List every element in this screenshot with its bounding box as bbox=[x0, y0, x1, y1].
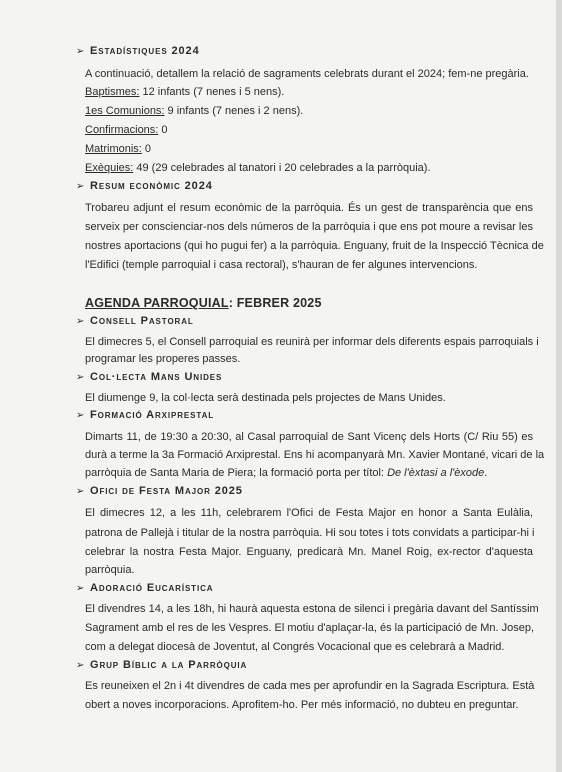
consell-line: programar les properes passes. bbox=[85, 353, 241, 365]
estadistiques-intro: A continuació, detallem la relació de sagraments celebrats durant el 2024; fem-ne pregària. bbox=[85, 68, 529, 80]
collecta-line: El diumenge 9, la col·lecta serà destinada pels projectes de Mans Unides. bbox=[85, 392, 446, 404]
heading-formacio: ➢ Formació Arxiprestal bbox=[76, 409, 215, 421]
page-edge bbox=[556, 0, 562, 772]
bullet-arrow-icon: ➢ bbox=[76, 410, 85, 421]
adoracio-line: com a delegat diocesà de Joventut, al Congrés Vocacional que es celebrarà a Madrid. bbox=[85, 641, 505, 653]
formacio-title: De l'èxtasi a l'èxode bbox=[387, 467, 485, 479]
heading-grup-biblic: ➢ Grup Bíblic a la Parròquia bbox=[76, 659, 248, 671]
stat-matrimonis: Matrimonis: 0 bbox=[85, 143, 152, 155]
resum-line: Trobareu adjunt el resum econòmic de la parròquia. És un gest de transparència que ens bbox=[85, 202, 533, 214]
grup-line: obert a noves incorporacions. Aprofitem-ho. Per més informació, no dubteu en preguntar. bbox=[85, 699, 519, 711]
heading-adoracio: ➢ Adoració Eucarística bbox=[76, 582, 214, 594]
heading-consell-pastoral: ➢ Consell Pastoral bbox=[76, 315, 194, 327]
heading-estadistiques: ➢ Estadístiques 2024 bbox=[76, 45, 200, 57]
bullet-arrow-icon: ➢ bbox=[76, 372, 85, 383]
bullet-arrow-icon: ➢ bbox=[76, 46, 85, 57]
resum-line: l'Edifici (temple parroquial i casa rectoral), s'hauran de fer algunes intervencions. bbox=[85, 259, 478, 271]
resum-line: nostres aportacions (qui ho pugui fer) a la parròquia. Enguany, fruit de la Inspecció Tècnica de bbox=[85, 240, 544, 252]
bullet-arrow-icon: ➢ bbox=[76, 486, 85, 497]
consell-line: El dimecres 5, el Consell parroquial es reunirà per informar dels diferents espais parroquials i bbox=[85, 336, 539, 348]
bullet-arrow-icon: ➢ bbox=[76, 316, 85, 327]
formacio-line: durà a terme la 3a Formació Arxiprestal. Ens hi acompanyarà Mn. Xavier Montané, vicari de la bbox=[85, 449, 545, 461]
bullet-arrow-icon: ➢ bbox=[76, 583, 85, 594]
stat-exequies: Exèquies: 49 (29 celebrades al tanatori i 20 celebrades a la parròquia). bbox=[85, 162, 431, 174]
heading-collecta: ➢ Col·lecta Mans Unides bbox=[76, 371, 223, 383]
resum-line: serveix per conscienciar-nos dels números de la parròquia i que ens pot moure a revisar les bbox=[85, 221, 533, 233]
formacio-line: parròquia de Santa Maria de Piera; la formació porta per títol: De l'èxtasi a l'èxode. bbox=[85, 467, 488, 479]
bullet-arrow-icon: ➢ bbox=[76, 660, 85, 671]
bullet-arrow-icon: ➢ bbox=[76, 181, 85, 192]
ofici-line: patrona de Pallejà i titular de la nostra parròquia. Hi sou totes i tots convidats a participar-hi i bbox=[85, 527, 535, 539]
grup-line: Es reuneixen el 2n i 4t divendres de cada mes per aprofundir en la Sagrada Escriptura. Està bbox=[85, 680, 535, 692]
agenda-title: AGENDA PARROQUIAL: FEBRER 2025 bbox=[85, 296, 322, 310]
ofici-line: El dimecres 12, a les 11h, celebrarem l'Ofici de Festa Major en honor a Santa Eulàlia, bbox=[85, 507, 533, 519]
heading-resum-economic: ➢ Resum econòmic 2024 bbox=[76, 180, 213, 192]
heading-ofici-festa-major: ➢ Ofici de Festa Major 2025 bbox=[76, 485, 243, 497]
ofici-line: celebrar la nostra Festa Major. Enguany, predicarà Mn. Manel Roig, ex-rector d'aquesta bbox=[85, 546, 533, 558]
adoracio-line: El divendres 14, a les 18h, hi haurà aquesta estona de silenci i pregària davant del Santíssim bbox=[85, 603, 539, 615]
stat-confirmacions: Confirmacions: 0 bbox=[85, 124, 168, 136]
adoracio-line: Sagrament amb el res de les Vespres. El motiu d'aplaçar-la, és la participació de Mn. Josep, bbox=[85, 622, 535, 634]
stat-comunions: 1es Comunions: 9 infants (7 nenes i 2 nens). bbox=[85, 105, 304, 117]
stat-baptismes: Baptismes: 12 infants (7 nenes i 5 nens). bbox=[85, 86, 285, 98]
ofici-line: parròquia. bbox=[85, 564, 135, 576]
formacio-line: Dimarts 11, de 19:30 a 20:30, al Casal parroquial de Sant Vicenç dels Horts (C/ Riu 55) es bbox=[85, 431, 533, 443]
